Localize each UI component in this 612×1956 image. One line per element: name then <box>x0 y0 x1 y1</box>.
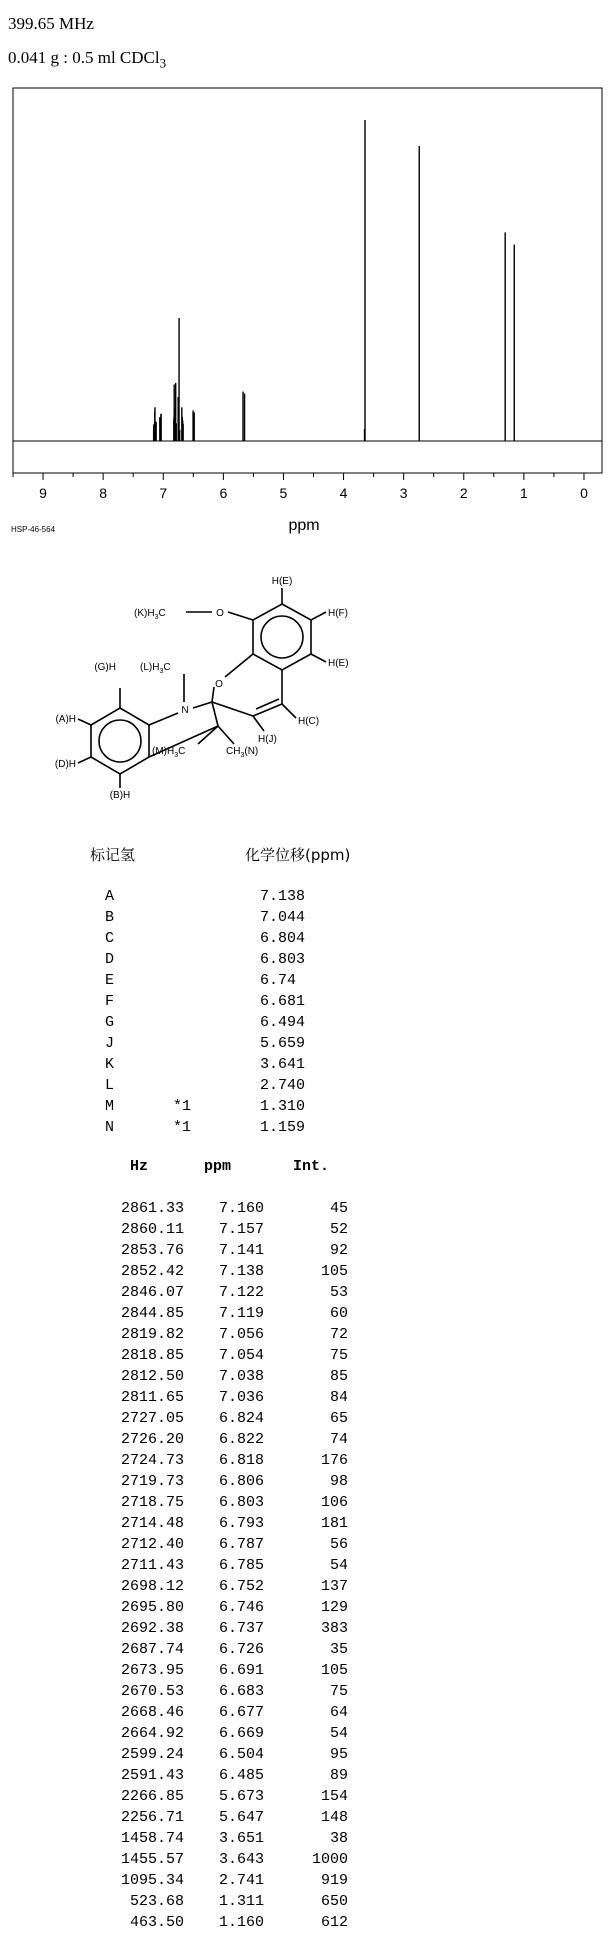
peak-hz: 2819.82 <box>120 1326 184 1343</box>
peak-int: 129 <box>320 1599 348 1616</box>
label-g: (G)H <box>94 662 116 673</box>
peak-ppm: 6.793 <box>218 1515 264 1532</box>
assignment-header-shift: 化学位移(ppm) <box>245 846 351 864</box>
assignment-label: M <box>105 1098 115 1115</box>
peak-ppm: 7.036 <box>218 1389 264 1406</box>
assignment-label: N <box>105 1119 115 1136</box>
assignment-shift: 6.804 <box>260 930 306 947</box>
peak-row <box>100 1704 360 1725</box>
spectrum-peaks <box>154 120 515 441</box>
x-axis-tick-label: 3 <box>399 485 408 501</box>
peak-row <box>100 1305 360 1326</box>
peak-int: 45 <box>329 1200 348 1217</box>
peak-row <box>100 1515 360 1536</box>
assignment-label: E <box>105 972 115 989</box>
peak-int: 137 <box>320 1578 348 1595</box>
peak-hz: 2812.50 <box>120 1368 184 1385</box>
peak-ppm: 6.485 <box>218 1767 264 1784</box>
peak-int: 154 <box>320 1788 348 1805</box>
peak-int: 75 <box>329 1347 348 1364</box>
peak-row <box>100 1410 360 1431</box>
peak-hz: 2266.85 <box>120 1788 184 1805</box>
assignment-note: *1 <box>173 1119 192 1136</box>
peak-int: 35 <box>329 1641 348 1658</box>
label-n-atom: N <box>181 705 189 716</box>
assignment-shift: 6.803 <box>260 951 306 968</box>
x-axis-label: ppm <box>288 517 320 534</box>
assignment-row <box>105 1098 345 1119</box>
peak-row <box>100 1599 360 1620</box>
assignment-row <box>105 930 345 951</box>
label-b: (B)H <box>109 790 131 801</box>
peak-ppm: 6.818 <box>218 1452 264 1469</box>
label-n-group: $CH_3(N)$ <box>226 746 259 759</box>
peak-hz: 2818.85 <box>120 1347 184 1364</box>
peak-row <box>100 1200 360 1221</box>
peak-int: 98 <box>329 1473 348 1490</box>
peak-int: 92 <box>329 1242 348 1259</box>
peak-ppm: 7.138 <box>218 1263 264 1280</box>
assignment-label: A <box>105 888 115 905</box>
peak-ppm: 3.651 <box>218 1830 264 1847</box>
peak-row <box>100 1767 360 1788</box>
peak-row <box>100 1851 360 1872</box>
peak-row <box>100 1641 360 1662</box>
peak-header-int: Int. <box>293 1158 330 1175</box>
peak-int: 148 <box>320 1809 348 1826</box>
peak-hz: 2664.92 <box>120 1725 184 1742</box>
peak-hz: 1458.74 <box>120 1830 184 1847</box>
peak-ppm: 6.691 <box>218 1662 264 1679</box>
peak-ppm: 5.673 <box>218 1788 264 1805</box>
assignment-row <box>105 993 345 1014</box>
peak-ppm: 3.643 <box>218 1851 264 1868</box>
x-axis-ticks <box>13 473 588 501</box>
structure-bonds <box>78 588 326 788</box>
assignment-note: *1 <box>173 1098 192 1115</box>
peak-header-hz: Hz <box>130 1158 149 1175</box>
peak-hz: 463.50 <box>129 1914 184 1931</box>
peak-hz: 2844.85 <box>120 1305 184 1322</box>
label-h-c: H(C) <box>298 716 320 727</box>
label-h-j: H(J) <box>258 734 277 745</box>
peak-int: 612 <box>320 1914 348 1931</box>
x-axis-tick-label: 5 <box>279 485 288 501</box>
peak-row <box>100 1578 360 1599</box>
peak-hz: 2712.40 <box>120 1536 184 1553</box>
assignment-header-label: 标记氢 <box>90 846 136 864</box>
peak-int: 38 <box>329 1830 348 1847</box>
peak-ppm: 7.157 <box>218 1221 264 1238</box>
peak-int: 74 <box>329 1431 348 1448</box>
peak-row <box>100 1620 360 1641</box>
peak-ppm: 7.141 <box>218 1242 264 1259</box>
peak-ppm: 7.119 <box>218 1305 264 1322</box>
label-k: $(K)H_3C$ <box>134 608 166 621</box>
peak-hz: 2724.73 <box>120 1452 184 1469</box>
peak-int: 89 <box>329 1767 348 1784</box>
peak-hz: 523.68 <box>129 1893 184 1910</box>
peak-int: 54 <box>329 1725 348 1742</box>
peak-int: 84 <box>329 1389 348 1406</box>
x-axis-tick-label: 6 <box>219 485 228 501</box>
assignment-row <box>105 951 345 972</box>
peak-row <box>100 1263 360 1284</box>
label-a: (A)H <box>55 714 76 725</box>
peak-int: 53 <box>329 1284 348 1301</box>
peak-int: 1000 <box>311 1851 348 1868</box>
assignment-row <box>105 1077 345 1098</box>
assignment-shift: 7.138 <box>260 888 306 905</box>
peak-hz: 1455.57 <box>120 1851 184 1868</box>
peak-hz: 2727.05 <box>120 1410 184 1427</box>
peak-row <box>100 1893 360 1914</box>
x-axis-tick-label: 2 <box>459 485 468 501</box>
peak-int: 383 <box>320 1620 348 1637</box>
peak-ppm: 6.669 <box>218 1725 264 1742</box>
peak-int: 181 <box>320 1515 348 1532</box>
assignment-label: D <box>105 951 115 968</box>
peak-int: 65 <box>329 1410 348 1427</box>
peak-hz: 2695.80 <box>120 1599 184 1616</box>
peak-hz: 2861.33 <box>120 1200 184 1217</box>
peak-int: 85 <box>329 1368 348 1385</box>
label-h-e-right: H(E) <box>328 658 349 669</box>
peak-int: 56 <box>329 1536 348 1553</box>
peak-hz: 2256.71 <box>120 1809 184 1826</box>
peak-row <box>100 1221 360 1242</box>
peak-ppm: 7.122 <box>218 1284 264 1301</box>
x-axis-tick-label: 4 <box>339 485 348 501</box>
peak-int: 919 <box>320 1872 348 1889</box>
peak-row <box>100 1284 360 1305</box>
assignment-shift: 1.310 <box>260 1098 306 1115</box>
label-o-ring: O <box>215 679 223 690</box>
peak-row <box>100 1242 360 1263</box>
label-h-e-top: H(E) <box>271 576 293 587</box>
assignment-row <box>105 1014 345 1035</box>
peak-hz: 2692.38 <box>120 1620 184 1637</box>
peak-int: 105 <box>320 1662 348 1679</box>
spectrum-code-label: HSP-46-564 <box>11 525 56 534</box>
peak-int: 95 <box>329 1746 348 1763</box>
label-o-methoxy: O <box>216 608 224 619</box>
peak-row <box>100 1536 360 1557</box>
x-axis-tick-label: 7 <box>159 485 168 501</box>
peak-ppm: 6.737 <box>218 1620 264 1637</box>
x-axis-tick-label: 0 <box>580 485 588 501</box>
assignment-row <box>105 1056 345 1077</box>
peak-int: 106 <box>320 1494 348 1511</box>
peak-row <box>100 1452 360 1473</box>
peak-ppm: 6.806 <box>218 1473 264 1490</box>
peak-row <box>100 1746 360 1767</box>
peak-ppm: 6.683 <box>218 1683 264 1700</box>
assignment-label: J <box>105 1035 115 1052</box>
peak-ppm: 6.803 <box>218 1494 264 1511</box>
peak-int: 72 <box>329 1326 348 1343</box>
peak-ppm: 6.677 <box>218 1704 264 1721</box>
sample-concentration-text: 0.041 g : 0.5 ml CDCl <box>8 48 160 67</box>
assignment-label: C <box>105 930 115 947</box>
peak-hz: 2591.43 <box>120 1767 184 1784</box>
peak-int: 176 <box>320 1452 348 1469</box>
peak-hz: 2811.65 <box>120 1389 184 1406</box>
assignment-shift: 3.641 <box>260 1056 306 1073</box>
peak-hz: 2673.95 <box>120 1662 184 1679</box>
peak-int: 52 <box>329 1221 348 1238</box>
peak-hz: 2714.48 <box>120 1515 184 1532</box>
label-l: $(L)H_3C$ <box>140 662 171 675</box>
peak-row <box>100 1326 360 1347</box>
peak-ppm: 6.787 <box>218 1536 264 1553</box>
peak-ppm: 6.822 <box>218 1431 264 1448</box>
assignment-row <box>105 909 345 930</box>
peak-ppm: 7.056 <box>218 1326 264 1343</box>
assignment-row <box>105 888 345 909</box>
peak-row <box>100 1557 360 1578</box>
peak-row <box>100 1872 360 1893</box>
assignment-shift: 2.740 <box>260 1077 306 1094</box>
assignment-shift: 5.659 <box>260 1035 306 1052</box>
peak-hz: 1095.34 <box>120 1872 184 1889</box>
peak-ppm: 6.785 <box>218 1557 264 1574</box>
x-axis-tick-label: 8 <box>99 485 108 501</box>
assignment-shift: 6.494 <box>260 1014 306 1031</box>
assignment-shift: 1.159 <box>260 1119 306 1136</box>
peak-row <box>100 1494 360 1515</box>
peak-row <box>100 1473 360 1494</box>
peak-row <box>100 1431 360 1452</box>
peak-row <box>100 1347 360 1368</box>
peak-hz: 2668.46 <box>120 1704 184 1721</box>
assignment-label: L <box>105 1077 115 1094</box>
peak-ppm: 6.746 <box>218 1599 264 1616</box>
assignment-label: G <box>105 1014 115 1031</box>
peak-hz: 2687.74 <box>120 1641 184 1658</box>
peak-ppm: 6.824 <box>218 1410 264 1427</box>
peak-int: 75 <box>329 1683 348 1700</box>
peak-row <box>100 1368 360 1389</box>
peak-hz: 2726.20 <box>120 1431 184 1448</box>
chemical-structure <box>0 556 612 820</box>
assignment-row <box>105 972 345 993</box>
peak-hz: 2853.76 <box>120 1242 184 1259</box>
peak-row <box>100 1683 360 1704</box>
x-axis-tick-label: 9 <box>39 485 47 501</box>
peak-ppm: 7.054 <box>218 1347 264 1364</box>
peak-ppm: 1.160 <box>218 1914 264 1931</box>
assignment-shift: 6.74 <box>260 972 297 989</box>
peak-hz: 2711.43 <box>120 1557 184 1574</box>
label-m: $(M)H_3C$ <box>152 746 186 759</box>
peak-hz: 2698.12 <box>120 1578 184 1595</box>
peak-row <box>100 1830 360 1851</box>
peak-row <box>100 1725 360 1746</box>
peak-int: 54 <box>329 1557 348 1574</box>
peak-ppm: 6.752 <box>218 1578 264 1595</box>
nmr-spectrum-chart <box>0 0 612 550</box>
peak-hz: 2599.24 <box>120 1746 184 1763</box>
peak-ppm: 7.038 <box>218 1368 264 1385</box>
peak-int: 60 <box>329 1305 348 1322</box>
peak-header-ppm: ppm <box>204 1158 232 1175</box>
peak-row <box>100 1809 360 1830</box>
assignment-label: F <box>105 993 115 1010</box>
assignment-shift: 7.044 <box>260 909 306 926</box>
assignment-label: B <box>105 909 115 926</box>
x-axis-tick-label: 1 <box>519 485 528 501</box>
peak-hz: 2670.53 <box>120 1683 184 1700</box>
peak-hz: 2846.07 <box>120 1284 184 1301</box>
structure-atom-labels <box>55 576 349 801</box>
peak-ppm: 1.311 <box>218 1893 264 1910</box>
assignment-row <box>105 1035 345 1056</box>
peak-hz: 2719.73 <box>120 1473 184 1490</box>
peak-ppm: 6.504 <box>218 1746 264 1763</box>
peak-ppm: 7.160 <box>218 1200 264 1217</box>
peak-int: 650 <box>320 1893 348 1910</box>
peak-int: 105 <box>320 1263 348 1280</box>
spectrometer-frequency: 399.65 MHz <box>8 14 94 33</box>
peak-ppm: 2.741 <box>218 1872 264 1889</box>
label-h-f: H(F) <box>328 608 348 619</box>
peak-row <box>100 1662 360 1683</box>
assignment-shift: 6.681 <box>260 993 306 1010</box>
peak-row <box>100 1914 360 1935</box>
peak-hz: 2860.11 <box>120 1221 184 1238</box>
peak-row <box>100 1389 360 1410</box>
sample-concentration-subscript: 3 <box>159 55 167 71</box>
peak-ppm: 5.647 <box>218 1809 264 1826</box>
assignment-label: K <box>105 1056 115 1073</box>
assignment-row <box>105 1119 345 1140</box>
label-d: (D)H <box>54 759 76 770</box>
peak-hz: 2718.75 <box>120 1494 184 1511</box>
peak-int: 64 <box>329 1704 348 1721</box>
peak-hz: 2852.42 <box>120 1263 184 1280</box>
peak-row <box>100 1788 360 1809</box>
peak-ppm: 6.726 <box>218 1641 264 1658</box>
